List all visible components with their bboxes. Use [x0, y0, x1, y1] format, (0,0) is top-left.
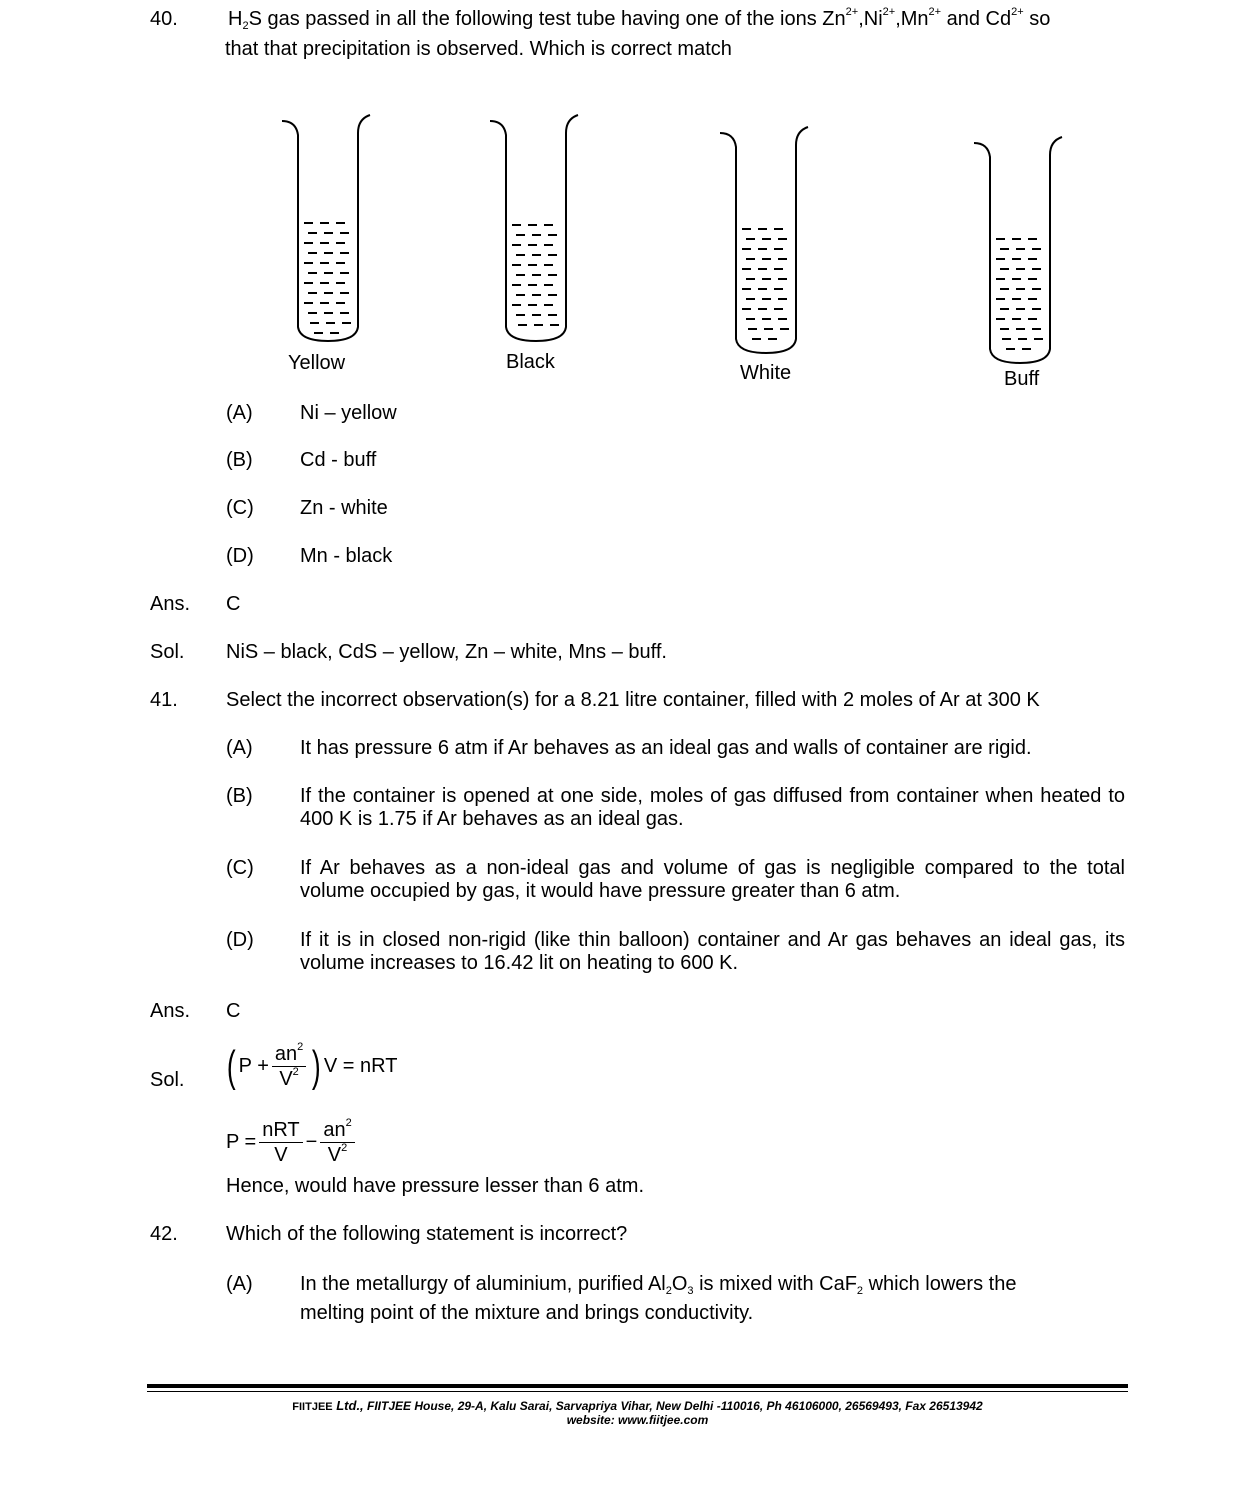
test-tube-1 [282, 115, 370, 341]
liquid-dashes [304, 223, 1043, 349]
q41-ans-label: Ans. [150, 1000, 191, 1022]
q40-option-b-label: (B) [226, 449, 253, 471]
q40-ans-label: Ans. [150, 593, 191, 615]
q41-equation-1: ( P + $\frac{an^2}{V^2}$ ) V = nRT [226, 1041, 398, 1091]
test-tubes-figure [270, 105, 1090, 375]
footer-website: website: www.fiitjee.com [566, 1413, 709, 1427]
q40-option-b-text: Cd - buff [300, 449, 377, 471]
tube-label-buff: Buff [1004, 368, 1040, 390]
q41-option-d-text: If it is in closed non-rigid (like thin balloon) container and Ar gas behaves an ideal gas, its volume increases to 16.42 lit on heating to 600 K. [300, 929, 1125, 974]
q40-number: 40. [150, 8, 178, 30]
footer-address: FIITJEE Ltd., FIITJEE House, 29-A, Kalu Sarai, Sarvapriya Vihar, New Delhi -110016, Ph 46106000, 26569493, Fax 26513942 [292, 1398, 983, 1413]
q40-option-c-label: (C) [226, 497, 254, 519]
q40-option-a-text: Ni – yellow [300, 402, 397, 424]
q41-option-c-label: (C) [226, 857, 254, 879]
q41-text: Select the incorrect observation(s) for a 8.21 litre container, filled with 2 moles of Ar at 300 K [226, 689, 1040, 711]
tube-label-black: Black [506, 351, 555, 373]
q41-option-c-text: If Ar behaves as a non-ideal gas and volume of gas is negligible compared to the total volume occupied by gas, it would have pressure greater than 6 atm. [300, 857, 1125, 902]
q41-sol-label: Sol. [150, 1069, 185, 1091]
q41-option-a-label: (A) [226, 737, 253, 759]
q42-number: 42. [150, 1223, 178, 1245]
q40-text-line1: $H_2S$ gas passed in all the following test tube having one of the ions $Zn^{2+},Ni^{2+},Mn^{2+}$ and $Cd^{2+}$ so [228, 6, 1051, 32]
q41-option-a-text: It has pressure 6 atm if Ar behaves as an ideal gas and walls of container are rigid. [300, 737, 1032, 759]
tube-label-yellow: Yellow [288, 352, 346, 374]
q42-option-a-text-line1: In the metallurgy of aluminium, purified $Al_2O_3$ is mixed with CaF$_2$ which lowers the [300, 1273, 1017, 1297]
q42-text: Which of the following statement is incorrect? [226, 1223, 628, 1245]
footer-rule-thick [147, 1384, 1128, 1388]
test-tube-2 [490, 115, 578, 341]
q40-option-d-label: (D) [226, 545, 254, 567]
q42-option-a-label: (A) [226, 1273, 253, 1295]
q40-option-a-label: (A) [226, 402, 253, 424]
q40-text-line2: that that precipitation is observed. Which is correct match [225, 38, 732, 60]
q40-option-d-text: Mn - black [300, 545, 393, 567]
q40-ans: C [226, 593, 241, 615]
q41-ans: C [226, 1000, 241, 1022]
tube-label-white: White [740, 362, 792, 384]
q41-option-b-text: If the container is opened at one side, moles of gas diffused from container when heated to 400 K is 1.75 if Ar behaves as an ideal gas. [300, 785, 1125, 830]
q41-option-d-label: (D) [226, 929, 254, 951]
q41-option-b-label: (B) [226, 785, 253, 807]
q40-sol-label: Sol. [150, 641, 185, 663]
q41-conclusion: Hence, would have pressure lesser than 6 atm. [226, 1175, 644, 1197]
q40-sol: NiS – black, CdS – yellow, Zn – white, Mns – buff. [226, 641, 667, 663]
q41-equation-2: P = $\frac{\text{nRT}}{V}$ − $\frac{an^2}{V^2}$ [226, 1120, 358, 1165]
q42-option-a-text-line2: melting point of the mixture and brings conductivity. [300, 1302, 754, 1324]
q41-number: 41. [150, 689, 178, 711]
footer-rule-thin [147, 1391, 1128, 1392]
q40-option-c-text: Zn - white [300, 497, 388, 519]
